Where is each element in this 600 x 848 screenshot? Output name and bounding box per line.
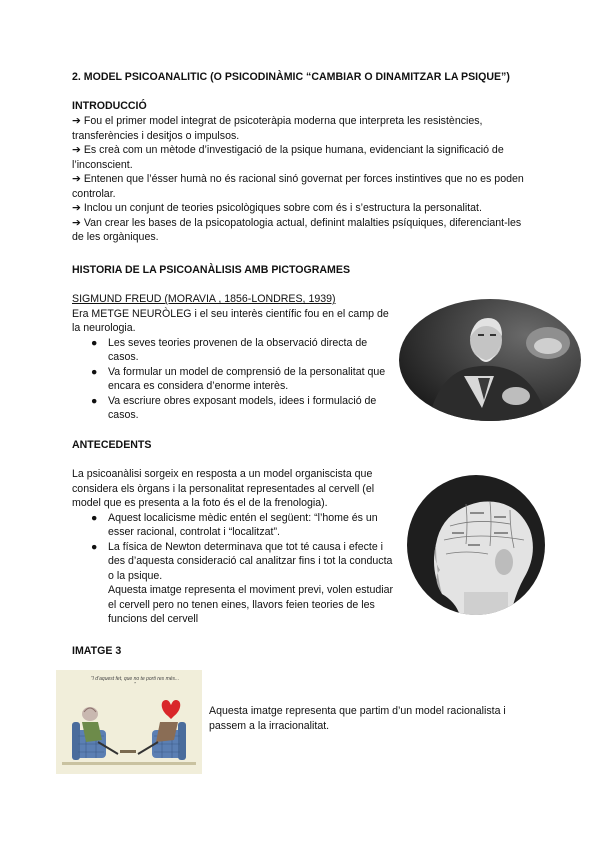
antecedents-text: La psicoanàlisi sorgeix en resposta a un model organiscista que considera els òrgans i la personalitat representades al cervell (el model que es presenta a la foto és el de la frenologia). [72, 468, 375, 509]
intro-item: ➔ Fou el primer model integrat de psicoteràpia moderna que interpreta les resistències, transferències i desitjos o impulsos. [72, 115, 483, 142]
antecedents-bullets [72, 511, 398, 584]
history-heading: HISTORIA DE LA PSICOANÀLISIS AMB PICTOGRAMES [72, 264, 351, 276]
arrow-icon: ➔ [72, 202, 81, 214]
freud-bullets [72, 336, 390, 423]
antecedents-block [72, 467, 398, 627]
list-item: ● Va formular un model de comprensió de la personalitat que encara es considera d’enorme interès. [91, 365, 386, 392]
freud-text: Era METGE NEURÒLEG i el seu interès científic fou en el camp de la neurologia. [72, 307, 389, 334]
section-title: 2. MODEL PSICOANALITIC (O PSICODINÀMIC “CAMBIAR O DINAMITZAR LA PSIQUE”) [72, 71, 510, 83]
intro-item: ➔ Van crear les bases de la psicopatologia actual, definint malalties psíquiques, diferenciant-les de les orgàniques. [72, 216, 522, 243]
list-item: ● Les seves teories provenen de la observació directa de casos. [91, 336, 368, 363]
cartoon-speech: “I d’aquest fet, que no te porti res més... ” [90, 676, 180, 688]
intro-item: ➔ Inclou un conjunt de teories psicològiques sobre com és i s’estructura la personalitat. [72, 202, 482, 214]
list-item: ● Va escriure obres exposant models, idees i formulació de casos. [91, 394, 377, 421]
arrow-icon: ➔ [72, 115, 81, 127]
arrow-icon: ➔ [72, 173, 81, 185]
intro-list [72, 114, 532, 245]
intro-item: ➔ Entenen que l’ésser humà no és racional sinó governat per forces instintives que no es poden controlar. [72, 173, 524, 200]
arrow-icon: ➔ [72, 216, 81, 229]
cartoon-image [56, 670, 202, 774]
freud-block [72, 292, 390, 423]
antecedents-heading: ANTECEDENTS [72, 439, 152, 451]
list-item: ● Aquest localicisme mèdic entén el següent: “l’home és un esser racional, controlat i “localitzat”. [91, 511, 378, 538]
image3-heading: IMATGE 3 [72, 645, 122, 657]
arrow-icon: ➔ [72, 144, 81, 156]
bullet-icon: ● [91, 511, 98, 524]
list-item: ● La física de Newton determinava que tot té causa i efecte i des d’aquesta consideració cal analitzar fins i tot la conducta o la psique. [91, 540, 393, 582]
phrenology-photo [406, 474, 546, 616]
bullet-icon: ● [91, 394, 98, 407]
intro-item: ➔ Es creà com un mètode d’investigació de la psique humana, evidenciant la significació de l’inconscient. [72, 144, 504, 171]
intro-heading: INTRODUCCIÓ [72, 100, 147, 112]
antecedents-extra: Aquesta imatge representa el moviment previ, volen estudiar el cervell pero no tenen eines, llavors feien teories de les funcions del cervell [108, 584, 394, 625]
bullet-icon: ● [91, 540, 98, 553]
freud-photo [398, 298, 582, 422]
image3-caption: Aquesta imatge representa que partim d’un model racionalista i passem a la irracionalitat. [209, 705, 506, 732]
bullet-icon: ● [91, 336, 98, 349]
bullet-icon: ● [91, 365, 98, 378]
freud-title: SIGMUND FREUD (MORAVIA , 1856-LONDRES, 1939) [72, 293, 336, 305]
